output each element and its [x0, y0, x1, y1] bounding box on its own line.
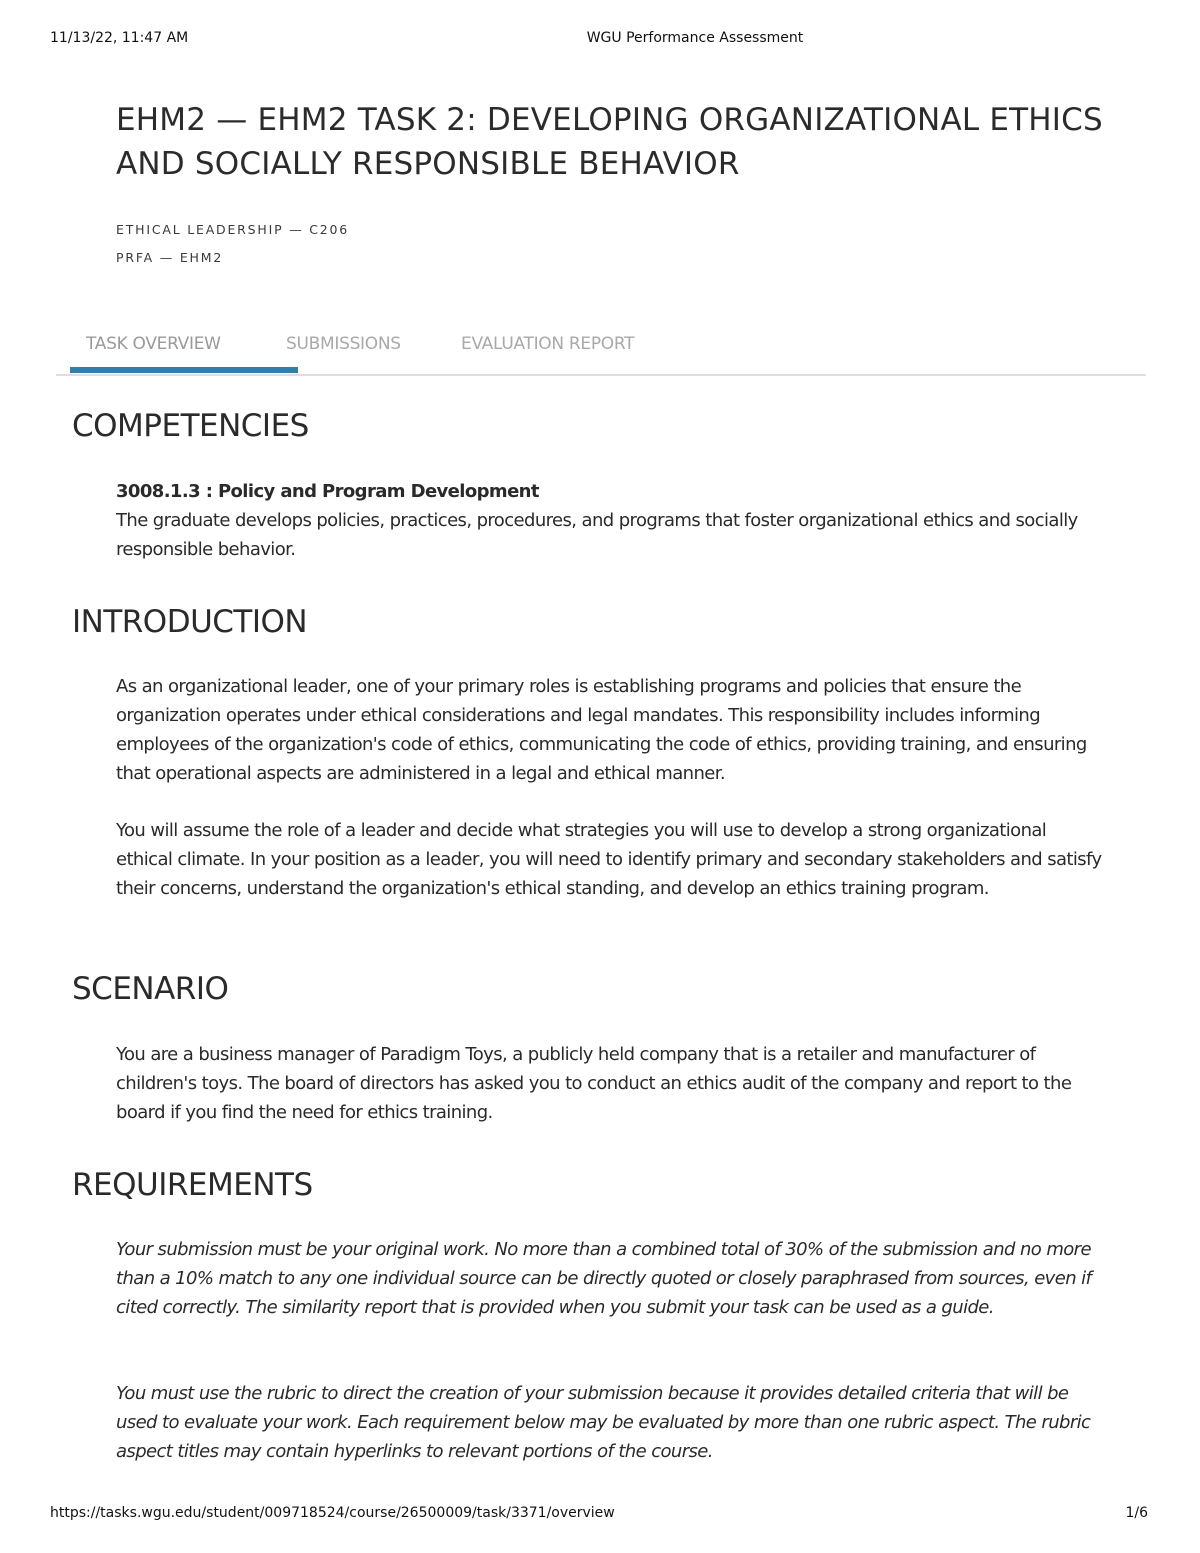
requirements-heading: REQUIREMENTS [72, 1167, 313, 1203]
tab-submissions[interactable]: SUBMISSIONS [286, 334, 401, 354]
task-title: EHM2 — EHM2 TASK 2: DEVELOPING ORGANIZATIONAL ETHICS AND SOCIALLY RESPONSIBLE BEHAVIOR [116, 102, 1103, 182]
tab-evaluation-report[interactable]: EVALUATION REPORT [461, 334, 635, 354]
assessment-label: PRFA — EHM2 [116, 250, 224, 265]
print-footer [0, 1505, 1200, 1525]
active-tab-indicator [70, 367, 298, 373]
print-url: https://tasks.wgu.edu/student/009718524/course/26500009/task/3371/overview [50, 1505, 615, 1521]
print-header [0, 30, 1200, 50]
requirements-paragraph-2: You must use the rubric to direct the creation of your submission because it provides detailed criteria that will be used to evaluate your work. Each requirement below may be evaluated by more than one rubric aspect. The rubric aspect titles may contain hyperlinks to relevant portions of the course. [116, 1383, 1091, 1462]
task-tabs [56, 326, 1146, 376]
competencies-heading: COMPETENCIES [72, 408, 309, 444]
tab-task-overview[interactable]: TASK OVERVIEW [86, 334, 221, 354]
competency-title: 3008.1.3 : Policy and Program Development [116, 481, 539, 502]
print-page-number: 1/6 [1125, 1505, 1148, 1521]
scenario-heading: SCENARIO [72, 971, 229, 1007]
course-label: ETHICAL LEADERSHIP — C206 [116, 222, 350, 237]
print-page-title: WGU Performance Assessment [586, 30, 804, 46]
requirements-paragraph-1: Your submission must be your original work. No more than a combined total of 30% of the submission and no more than a 10% match to any one individual source can be directly quoted or closely paraphrased from sources, even if cited correctly. The similarity report that is provided when you submit your task can be used as a guide. [116, 1239, 1092, 1318]
scenario-paragraph: You are a business manager of Paradigm Toys, a publicly held company that is a retailer and manufacturer of children's toys. The board of directors has asked you to conduct an ethics audit of the company and report to the board if you find the need for ethics training. [116, 1044, 1072, 1123]
introduction-paragraph-2: You will assume the role of a leader and decide what strategies you will use to develop a strong organizational ethical climate. In your position as a leader, you will need to identify primary and secondary stakeholders and satisfy their concerns, understand the organization's ethical standing, and develop an ethics training program. [116, 820, 1102, 899]
print-datetime: 11/13/22, 11:47 AM [50, 30, 189, 46]
introduction-heading: INTRODUCTION [72, 604, 308, 640]
competency-description: The graduate develops policies, practices, procedures, and programs that foster organizational ethics and socially responsible behavior. [116, 510, 1078, 560]
introduction-paragraph-1: As an organizational leader, one of your primary roles is establishing programs and policies that ensure the organization operates under ethical considerations and legal mandates. This responsibility includes informing employees of the organization's code of ethics, communicating the code of ethics, providing training, and ensuring that operational aspects are administered in a legal and ethical manner. [116, 676, 1087, 784]
